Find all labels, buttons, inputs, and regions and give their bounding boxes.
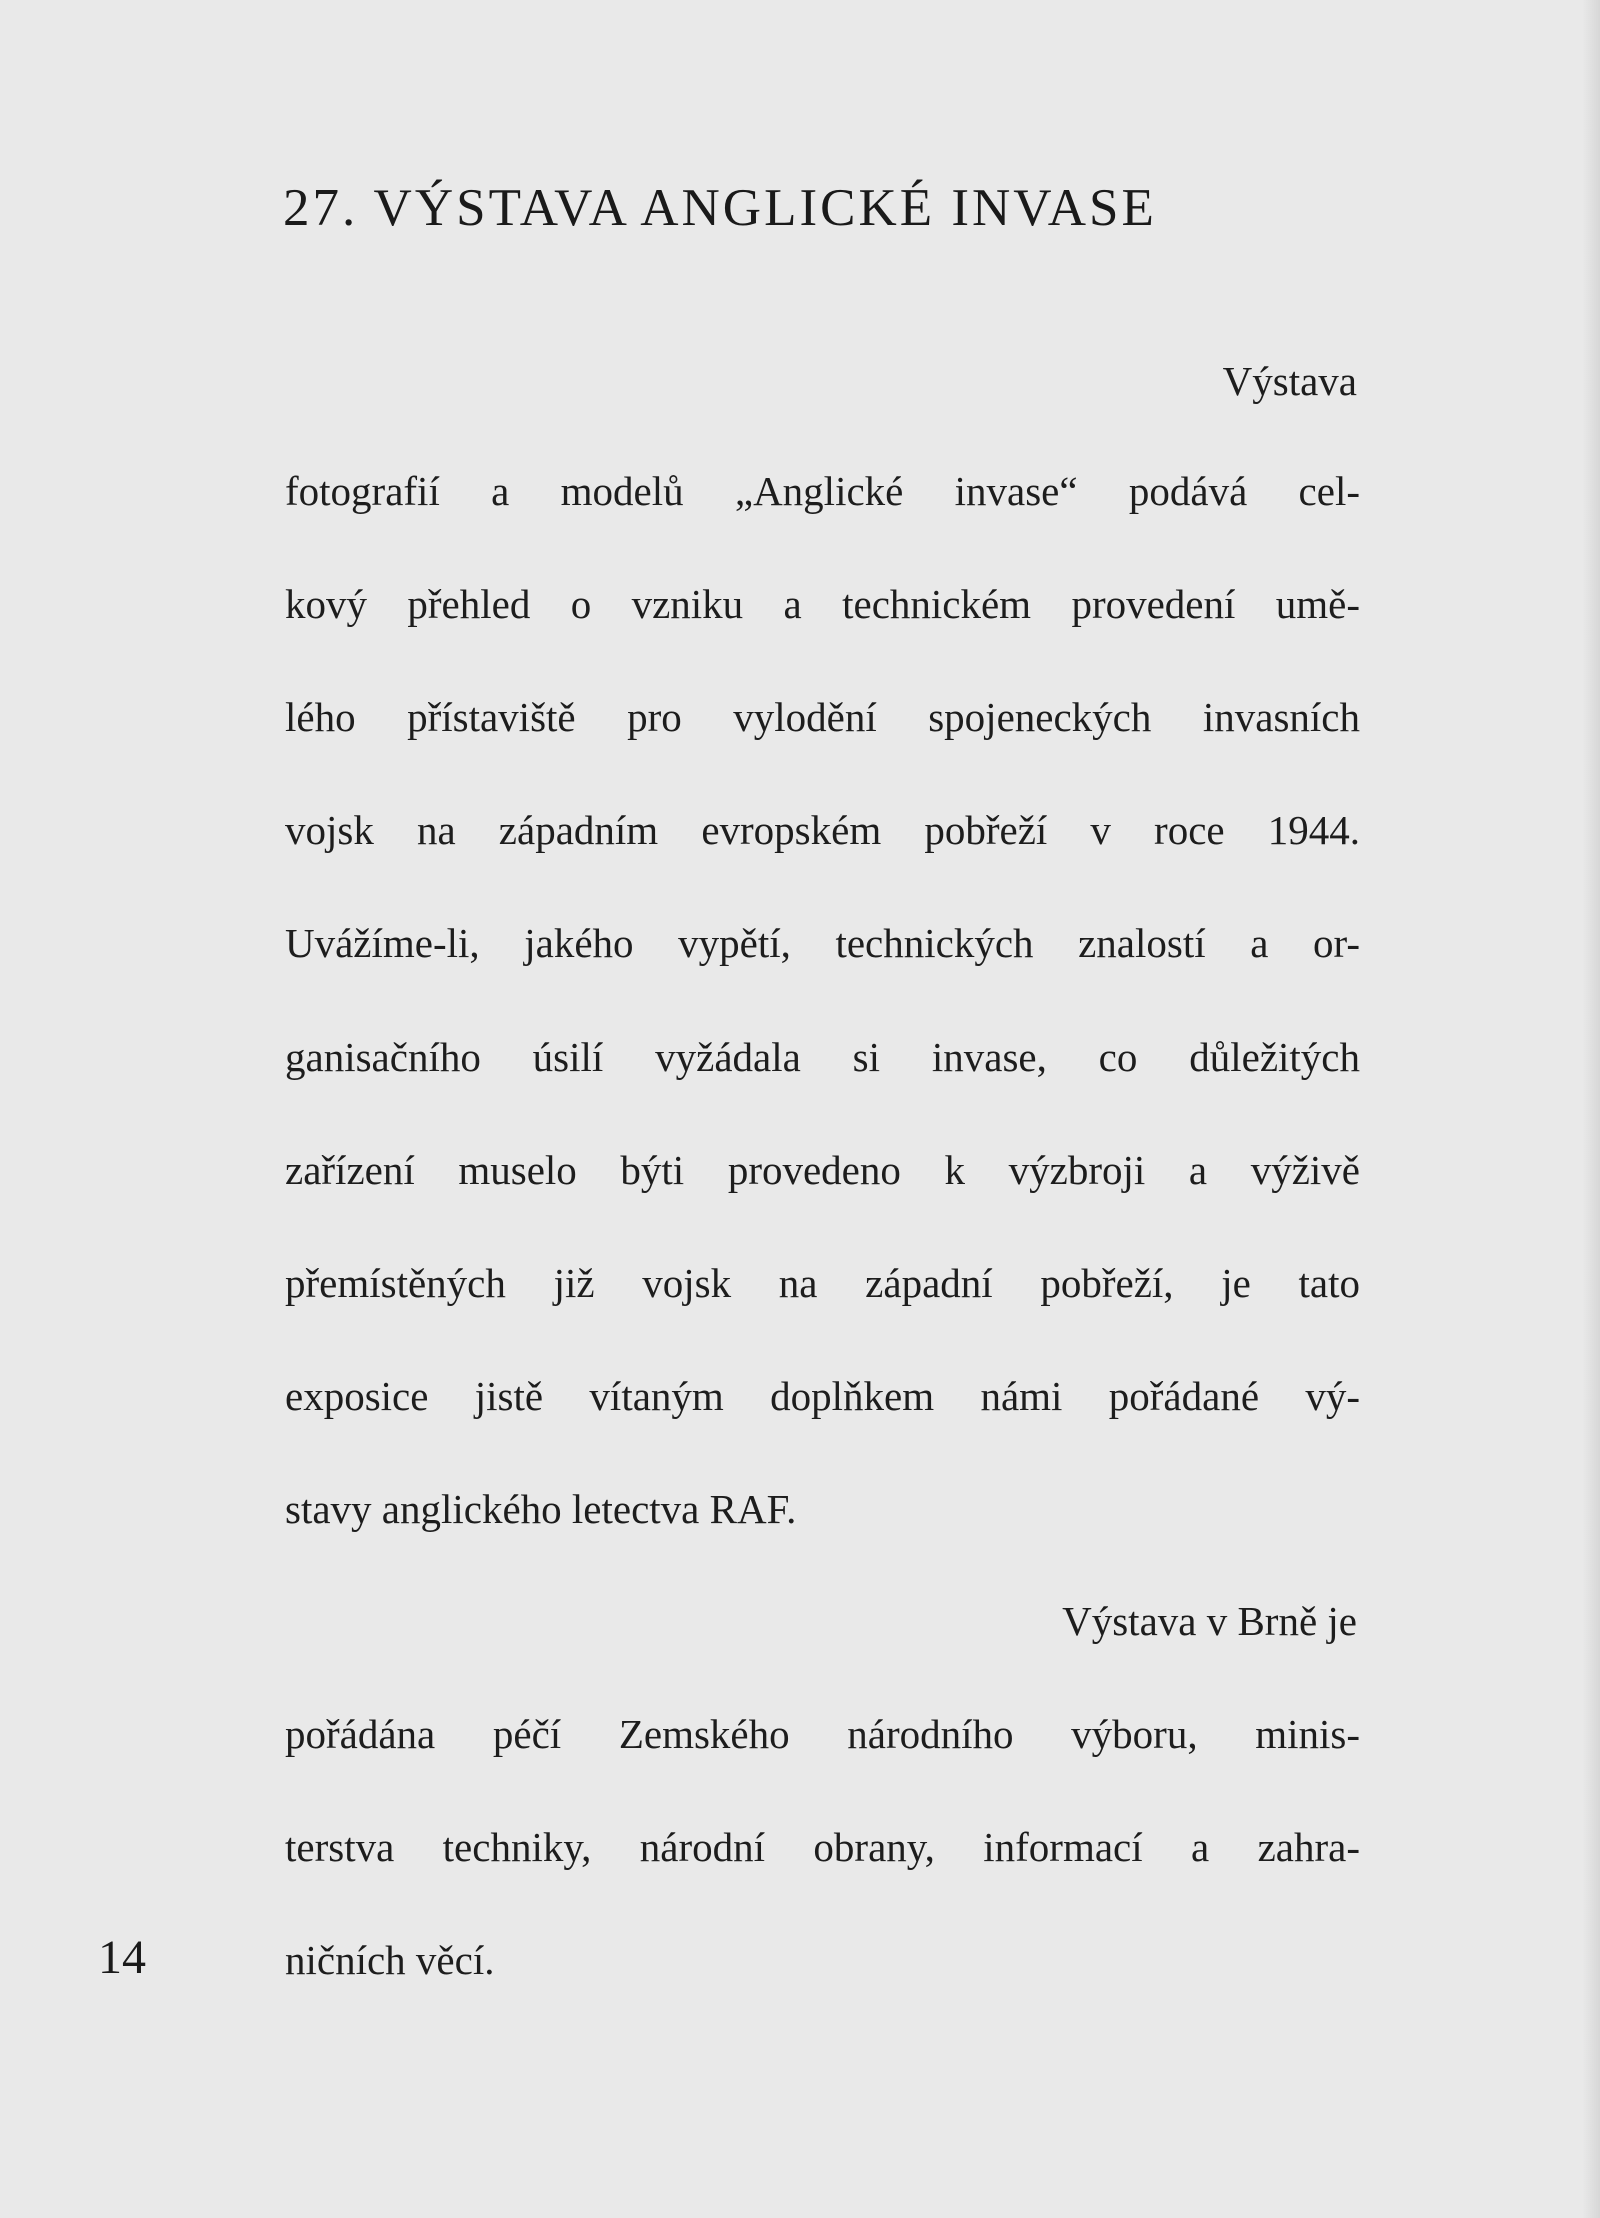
text-line: lého přístaviště pro vylodění spojeneckých invasních: [285, 694, 1360, 740]
text-line: exposice jistě vítaným doplňkem námi pořádané vý-: [285, 1373, 1360, 1419]
page-number: 14: [98, 1931, 146, 1984]
text-line: terstva techniky, národní obrany, informací a zahra-: [285, 1824, 1360, 1870]
page-edge-shadow: [1582, 0, 1600, 2218]
text-line: kový přehled o vzniku a technickém provedení umě-: [285, 581, 1360, 627]
text-line: vojsk na západním evropském pobřeží v roce 1944.: [285, 807, 1360, 853]
text-line: přemístěných již vojsk na západní pobřeží, je tato: [285, 1260, 1360, 1306]
section-heading: 27. VÝSTAVA ANGLICKÉ INVASE: [283, 179, 1157, 237]
text-line: Výstava: [1222, 358, 1357, 404]
text-line: Uvážíme-li, jakého vypětí, technických znalostí a or-: [285, 920, 1360, 966]
text-line: ganisačního úsilí vyžádala si invase, co důležitých: [285, 1034, 1360, 1080]
text-line: Výstava v Brně je: [1062, 1598, 1357, 1644]
text-line: ničních věcí.: [285, 1937, 495, 1983]
text-line: fotografií a modelů „Anglické invase“ podává cel-: [285, 468, 1360, 514]
text-line: pořádána péčí Zemského národního výboru, minis-: [285, 1711, 1360, 1757]
text-line: stavy anglického letectva RAF.: [285, 1486, 797, 1532]
text-line: zařízení muselo býti provedeno k výzbroji a výživě: [285, 1147, 1360, 1193]
